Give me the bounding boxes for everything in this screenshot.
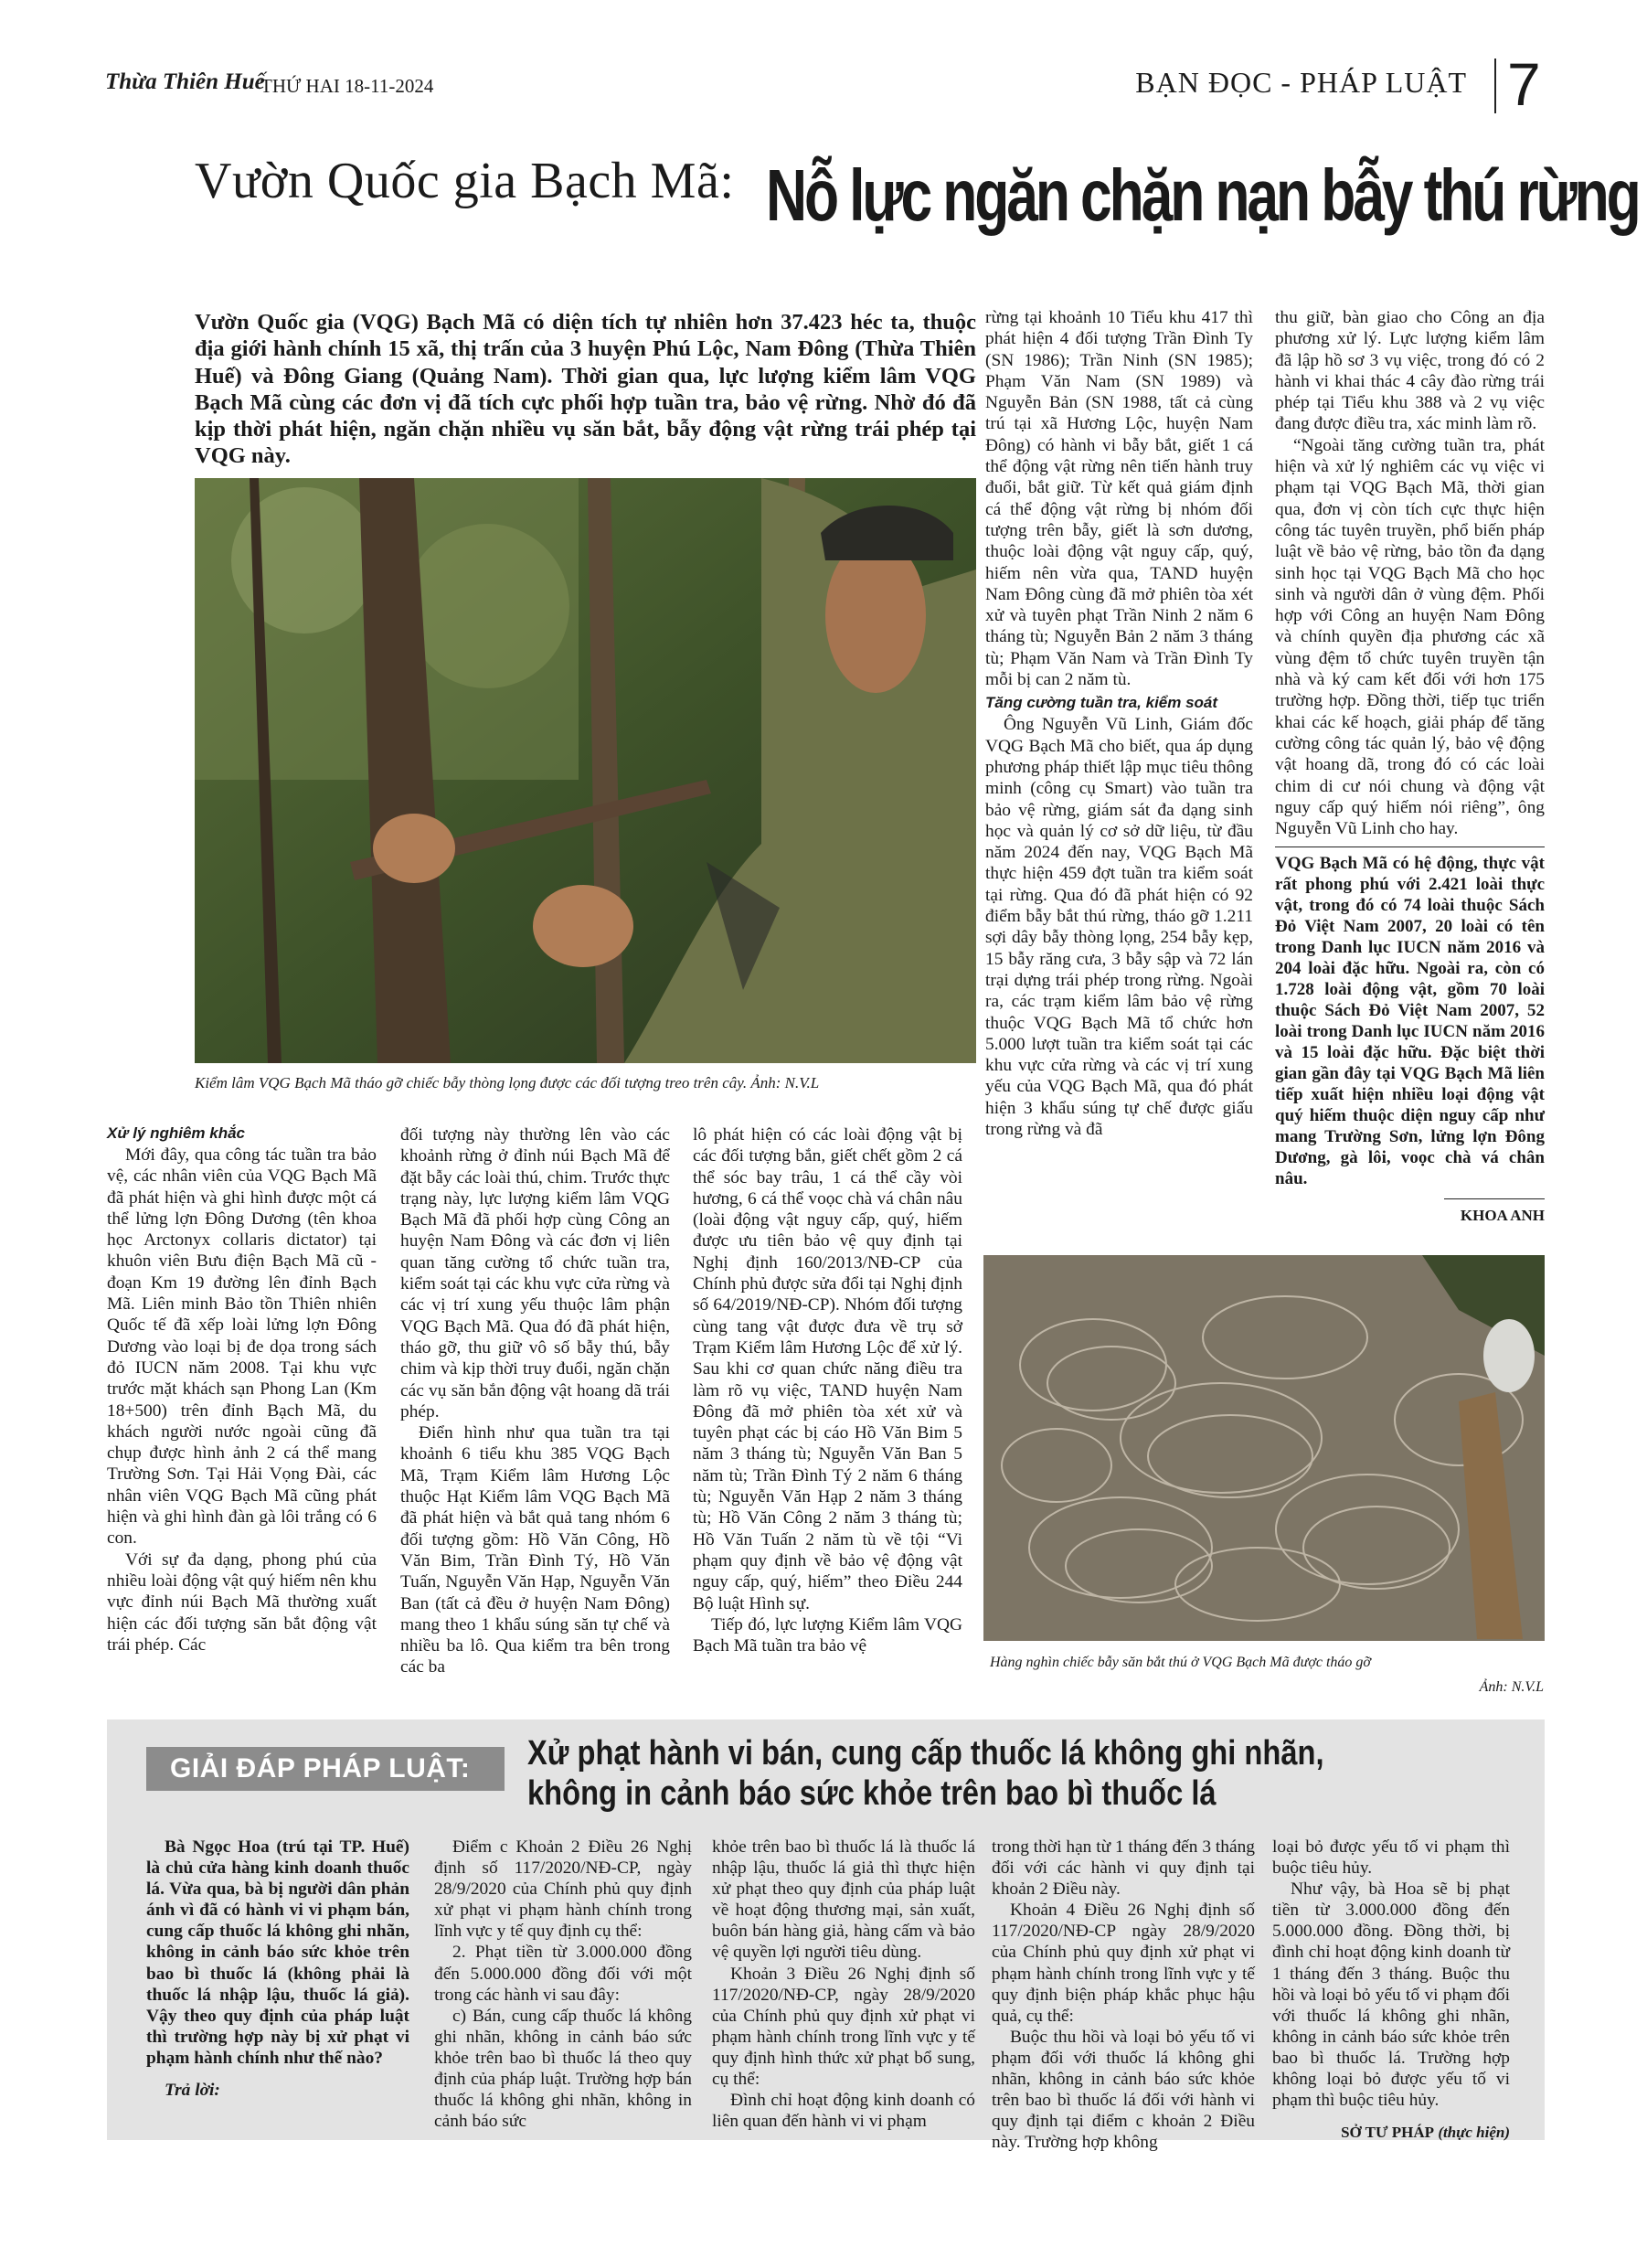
paragraph: Tiếp đó, lực lượng Kiểm lâm VQG Bạch Mã tuần tra bảo vệ <box>693 1614 962 1656</box>
photo-traps-pile <box>983 1255 1545 1641</box>
paragraph: loại bỏ được yếu tố vi phạm thì buộc tiêu hủy. <box>1272 1837 1510 1879</box>
paragraph: Ông Nguyễn Vũ Linh, Giám đốc VQG Bạch Mã cho biết, qua áp dụng phương pháp thiết lập mục tiêu thông minh (công cụ Smart) vào tuần tra bảo vệ rừng, giám sát đa dạng sinh học và quản lý cơ sở dữ liệu, từ đầu năm 2024 đến nay, VQG Bạch Mã thực hiện 459 đợt tuần tra kiểm soát tại rừng. Qua đó đã phát hiện có 92 điểm bẫy bắt thú rừng, tháo gỡ 1.211 sợi dây bẫy thòng lọng, 254 bẫy kẹp, 15 bẫy răng cưa, 3 bẫy sập và 72 lán trại dựng trái phép trong rừng. Ngoài ra, các trạm kiểm lâm bảo vệ rừng thuộc VQG Bạch Mã tổ chức hơn 5.000 lượt tuần tra kiểm soát tại các khu vực cửa rừng và các vị trí xung yếu của VQG Bạch Mã, qua đó phát hiện 3 khẩu súng tự chế được giấu trong rừng và đã <box>985 715 1253 1139</box>
paragraph: lô phát hiện có các loài động vật bị các đối tượng bắn, giết chết gồm 2 cá thể sóc bay trâu, 1 cá thể cầy vòi hương, 6 cá thể voọc chà vá chân nâu (loài động vật nguy cấp, quý, hiếm được ưu tiên bảo vệ quy định tại Nghị định 160/2013/NĐ-CP của Chính phủ được sửa đổi tại Nghị định số 64/2019/NĐ-CP). Nhóm đối tượng cùng tang vật được đưa về trụ sở Trạm Kiểm lâm Hương Lộc để xử lý. Sau khi cơ quan chức năng điều tra làm rõ vụ việc, TAND huyện Nam Đông đã mở phiên tòa xét xử và tuyên phạt các bị cáo Hồ Văn Bim 5 năm 3 tháng tù; Nguyễn Văn Ban 5 năm tù; Trần Đình Tý 2 năm 6 tháng tù; Nguyễn Văn Hạp 2 năm 3 tháng tù; Hồ Văn Công 2 năm 3 tháng tù; Hồ Văn Tuấn 2 năm tù về tội “Vi phạm quy định về bảo vệ động vật nguy cấp, quý, hiếm” theo Điều 244 Bộ luật Hình sự. <box>693 1125 962 1613</box>
legal-label: GIẢI ĐÁP PHÁP LUẬT: <box>146 1747 505 1791</box>
traps-image <box>983 1255 1545 1641</box>
legal-col-4 <box>992 1837 1255 2153</box>
paragraph: Với sự đa dạng, phong phú của nhiều loài động vật quý hiếm nên khu vực đỉnh núi Bạch Mã thường xuất hiện các đối tượng săn bắt động vật trái phép. Các <box>107 1549 377 1655</box>
article-headline: Nỗ lực ngăn chặn nạn bẫy thú rừng <box>766 154 1639 236</box>
paragraph: Điểm c Khoản 2 Điều 26 Nghị định số 117/2020/NĐ-CP, ngày 28/9/2020 của Chính phủ quy định xử phạt vi phạm hành chính trong lĩnh vực y tế quy định cụ thể: <box>434 1837 692 1942</box>
signature-org: SỞ TƯ PHÁP <box>1341 2124 1435 2142</box>
subhead-patrol: Tăng cường tuần tra, kiểm soát <box>985 694 1218 712</box>
biodiversity-box: VQG Bạch Mã có hệ động, thực vật rất phong phú với 2.421 loài thực vật, trong đó có 74 loài thuộc Sách Đỏ Việt Nam 2007, 20 loài có tên trong Danh lục IUCN năm 2016 và 204 loài đặc hữu. Ngoài ra, còn có 1.728 loài động vật, gồm 70 loài thuộc Sách Đỏ Việt Nam 2007, 52 loài trong Danh lục IUCN năm 2016 và 15 loài đặc hữu. Đặc biệt thời gian gần đây tại VQG Bạch Mã liên tiếp xuất hiện nhiều loại động vật quý hiếm thuộc diện nguy cấp như mang Trường Sơn, lửng lợn Đông Dương, gà lôi, voọc chà vá chân nâu. <box>1275 854 1545 1189</box>
question: Bà Ngọc Hoa (trú tại TP. Huế) là chủ cửa hàng kinh doanh thuốc lá. Vừa qua, bà bị người dân phản ánh vì đã có hành vi vi phạm bán, cung cấp thuốc lá không ghi nhãn, không in cảnh báo sức khỏe trên bao bì thuốc lá (không phải là thuốc lá nhập lậu, thuốc lá giả). Vậy theo quy định của pháp luật thì trường hợp này bị xử phạt vi phạm hành chính như thế nào? <box>146 1837 409 2068</box>
article-lead: Vườn Quốc gia (VQG) Bạch Mã có diện tích tự nhiên hơn 37.423 héc ta, thuộc địa giới hành chính 15 xã, thị trấn của 3 huyện Phú Lộc, Nam Đông (Thừa Thiên Huế) và Đông Giang (Quảng Nam). Thời gian qua, lực lượng kiểm lâm VQG Bạch Mã cùng các đơn vị đã tích cực phối hợp tuần tra, bảo vệ rừng. Nhờ đó đã kịp thời phát hiện, ngăn chặn nhiều vụ săn bắt, bẫy động vật rừng trái phép tại VQG này. <box>195 310 976 469</box>
subhead-strict: Xử lý nghiêm khắc <box>107 1124 246 1142</box>
paragraph: c) Bán, cung cấp thuốc lá không ghi nhãn, không in cảnh báo sức khỏe trên bao bì thuốc lá theo quy định của pháp luật. Trường hợp bán thuốc lá không ghi nhãn, không in cảnh báo sức <box>434 2006 692 2132</box>
page-header <box>105 50 1545 118</box>
paragraph: Buộc thu hồi và loại bỏ yếu tố vi phạm đối với thuốc lá không ghi nhãn, không in cảnh báo sức khỏe trên bao bì thuốc lá đối với hành vi quy định tại điểm c khoản 2 Điều này. Trường hợp không <box>992 2027 1255 2153</box>
paragraph: thu giữ, bàn giao cho Công an địa phương xử lý. Lực lượng kiểm lâm đã lập hồ sơ 3 vụ việc, trong đó có 2 hành vi khai thác 4 cây đào rừng trái phép tại Tiểu khu 388 và 2 vụ việc đang được điều tra, xác minh làm rõ. <box>1275 308 1545 434</box>
paragraph: Điển hình như qua tuần tra tại khoảnh 6 tiểu khu 385 VQG Bạch Mã, Trạm Kiểm lâm Hương Lộc thuộc Hạt Kiểm lâm VQG Bạch Mã đã phát hiện và bắt quả tang nhóm 6 đối tượng gồm: Hồ Văn Công, Hồ Văn Bim, Trần Đình Tý, Hồ Văn Tuấn, Nguyễn Văn Hạp, Nguyễn Văn Ban (tất cả đều ở huyện Nam Đông) mang theo 1 khẩu súng săn tự chế và nhiều ba lô. Qua kiểm tra bên trong các ba <box>400 1423 670 1677</box>
author-divider <box>1444 1198 1545 1199</box>
legal-title-line2: không in cảnh báo sức khỏe trên bao bì thuốc lá <box>527 1774 1217 1813</box>
legal-section <box>107 1720 1545 2153</box>
legal-signature <box>1272 2124 1510 2142</box>
page-number: 7 <box>1507 50 1541 118</box>
photo2-caption: Hàng nghìn chiếc bẫy săn bắt thú ở VQG Bạch Mã được tháo gỡ <box>990 1655 1371 1670</box>
section-name: BẠN ĐỌC - PHÁP LUẬT <box>1135 66 1467 99</box>
legal-col-1 <box>146 1837 409 2101</box>
paragraph: trong thời hạn từ 1 tháng đến 3 tháng đối với các hành vi quy định tại khoản 2 Điều này. <box>992 1837 1255 1900</box>
paragraph: Như vậy, bà Hoa sẽ bị phạt tiền từ 3.000.000 đồng đến 5.000.000 đồng. Đồng thời, bị đình chỉ hoạt động kinh doanh từ 1 tháng đến 3 tháng. Buộc thu hồi và loại bỏ yếu tố vi phạm đối với thuốc lá không ghi nhãn, không in cảnh báo sức khỏe trên bao bì thuốc lá. Trường hợp không loại bỏ được yếu tố vi phạm thì buộc tiêu hủy. <box>1272 1879 1510 2111</box>
paragraph: Khoản 3 Điều 26 Nghị định số 117/2020/NĐ-CP, ngày 28/9/2020 của Chính phủ quy định xử phạt vi phạm hành chính trong lĩnh vực y tế quy định hình thức xử phạt bổ sung, cụ thể: <box>712 1964 975 2090</box>
column-far-right <box>1275 307 1545 1225</box>
paragraph: đối tượng này thường lên vào các khoảnh rừng ở đỉnh núi Bạch Mã để đặt bẫy các loài thú, chim. Trước thực trạng này, lực lượng kiểm lâm VQG Bạch Mã đã phối hợp cùng Công an huyện Nam Đông và các đơn vị liên quan tăng cường tổ chức tuần tra, kiểm soát tại các khu vực cửa rừng và các vị trí xung yếu thuộc lâm phận VQG Bạch Mã. Qua đó đã phát hiện, tháo gỡ, thu giữ vô số bẫy thú, bẫy chim và kịp thời truy đuổi, ngăn chặn các vụ săn bắn động vật hoang dã trái phép. <box>400 1125 670 1421</box>
paragraph: 2. Phạt tiền từ 3.000.000 đồng đến 5.000.000 đồng đối với một trong các hành vi sau đây: <box>434 1943 692 2005</box>
legal-col-5 <box>1272 1837 1510 2142</box>
column-right-top <box>985 307 1253 1140</box>
legal-title-line1: Xử phạt hành vi bán, cung cấp thuốc lá không ghi nhãn, <box>527 1734 1324 1773</box>
author: KHOA ANH <box>1460 1207 1545 1225</box>
header-rule-vertical <box>1494 59 1496 113</box>
paragraph: Đình chỉ hoạt động kinh doanh có liên quan đến hành vi vi phạm <box>712 2091 975 2132</box>
column-1 <box>107 1124 377 1656</box>
photo-ranger-trap <box>195 478 976 1063</box>
legal-col-2 <box>434 1837 692 2132</box>
legal-col-3 <box>712 1837 975 2132</box>
paragraph: Khoản 4 Điều 26 Nghị định số 117/2020/NĐ-CP ngày 28/9/2020 của Chính phủ quy định xử phạt vi phạm hành chính trong lĩnh vực y tế quy định biện pháp khắc phục hậu quả, cụ thể: <box>992 1901 1255 2026</box>
issue-date: THỨ HAI 18-11-2024 <box>260 75 434 97</box>
forest-ranger-image <box>195 478 976 1063</box>
paper-name: Thừa Thiên Huế <box>105 69 265 94</box>
column-2 <box>400 1124 670 1678</box>
column-3 <box>693 1124 962 1656</box>
photo1-caption: Kiểm lâm VQG Bạch Mã tháo gỡ chiếc bẫy thòng lọng được các đối tượng treo trên cây. Ảnh: N.V.L <box>195 1074 820 1091</box>
photo2-credit: Ảnh: N.V.L <box>1479 1679 1544 1695</box>
paragraph: Mới đây, qua công tác tuần tra bảo vệ, các nhân viên của VQG Bạch Mã đã phát hiện và ghi hình được một cá thể lửng lợn Đông Dương (tên khoa học Arctonyx collaris dictator) tại khuôn viên Bưu điện Bạch Mã cũ - đoạn Km 19 đường lên đỉnh Bạch Mã. Liên minh Bảo tồn Thiên nhiên Quốc tế đã xếp loài lửng lợn Đông Dương vào loại bị đe dọa trong sách đỏ IUCN năm 2008. Tại khu vực trước mặt khách sạn Phong Lan (Km 18+500) trên đỉnh Bạch Mã, du khách người nước ngoài cũng đã chụp được hình ảnh 2 cá thể mang Trường Sơn. Tại Hải Vọng Đài, các nhân viên VQG Bạch Mã cũng phát hiện và ghi hình đàn gà lôi trắng có 6 con. <box>107 1145 377 1549</box>
article-kicker: Vườn Quốc gia Bạch Mã: <box>195 153 735 209</box>
paragraph: khỏe trên bao bì thuốc lá là thuốc lá nhập lậu, thuốc lá giả thì thực hiện xử phạt theo quy định của pháp luật về hoạt động thương mại, sản xuất, buôn bán hàng giả, hàng cấm và bảo vệ quyền lợi người tiêu dùng. <box>712 1837 975 1963</box>
answer-label: Trả lời: <box>165 2081 220 2101</box>
quote-paragraph: “Ngoài tăng cường tuần tra, phát hiện và xử lý nghiêm các vụ việc vi phạm tại VQG Bạch Mã, thời gian qua, đơn vị còn tích cực thực hiện công tác tuyên truyền, phổ biến pháp luật về bảo vệ rừng, bảo tồn đa dạng sinh học tại VQG Bạch Mã cho học sinh và người dân ở vùng đệm. Phối hợp với Công an huyện Nam Đông và chính quyền địa phương các xã vùng đệm tổ chức tuyên truyền tận nhà và ký cam kết đối với hơn 175 trường hợp. Đồng thời, tiếp tục triển khai các kế hoạch, giải pháp để tăng cường công tác quản lý, bảo vệ động vật hoang dã, trong đó có các loài chim di cư nói chung và động vật nguy cấp quý hiếm nói riêng”, ông Nguyễn Vũ Linh cho hay. <box>1275 435 1545 839</box>
paragraph: rừng tại khoảnh 10 Tiểu khu 417 thì phát hiện 4 đối tượng Trần Đình Ty (SN 1986); Trần Ninh (SN 1985); Phạm Văn Nam (SN 1989) và Nguyễn Bản (SN 1988, tất cả cùng trú tại xã Hương Lộc, huyện Nam Đông) có hành vi bẫy bắt, giết 1 cá thể động vật rừng nên tiến hành truy đuổi, bắt giữ. Từ kết quả giám định cá thể động vật rừng bị nhóm đối tượng trên bẫy, giết là sơn dương, thuộc loài động vật nguy cấp, quý, hiếm nên vừa qua, TAND huyện Nam Đông cùng đã mở phiên tòa xét xử và tuyên phạt Trần Ninh 2 năm 6 tháng tù; Nguyễn Bản 2 năm 3 tháng tù; Phạm Văn Nam và Trần Đình Ty mỗi bị can 2 năm tù. <box>985 308 1253 690</box>
signature-note: (thực hiện) <box>1438 2124 1510 2142</box>
